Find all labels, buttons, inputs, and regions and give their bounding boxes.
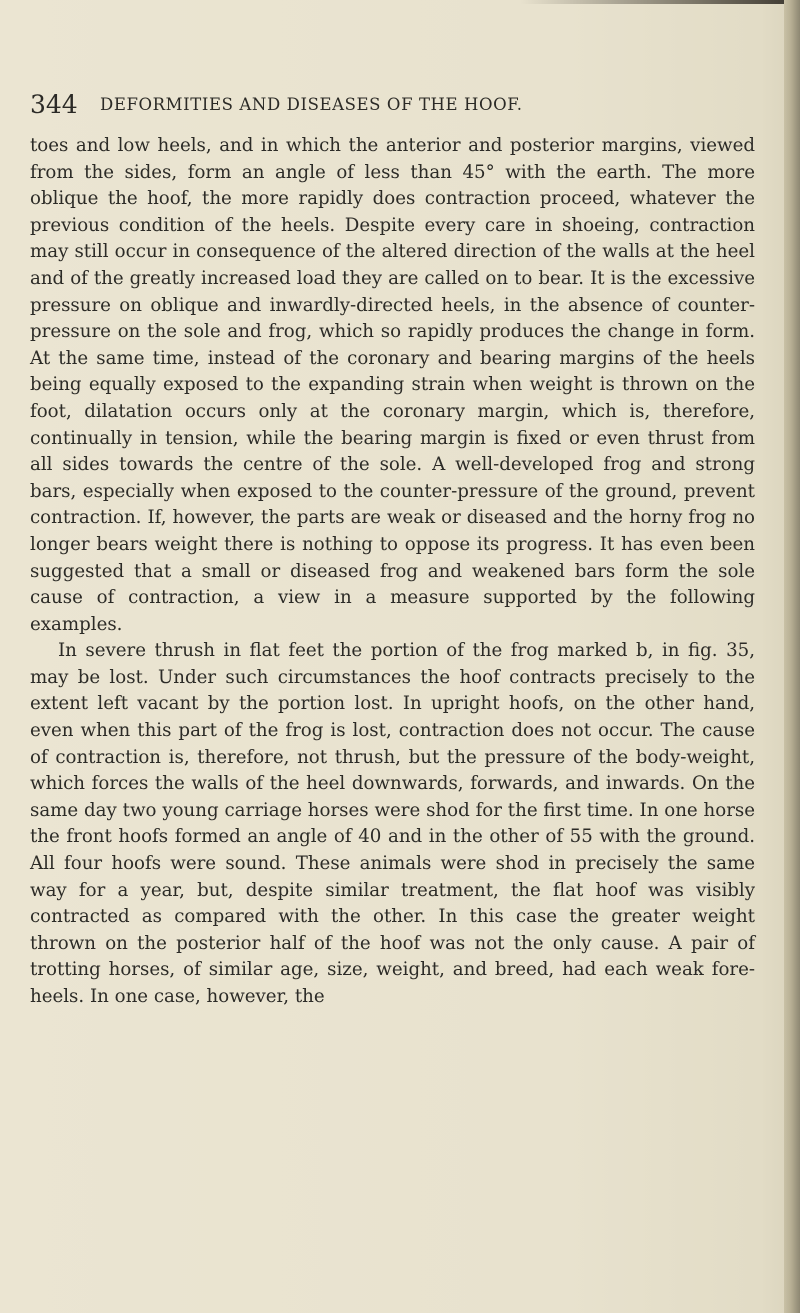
- page-right-edge-shadow: [784, 0, 800, 1313]
- page-header: [30, 88, 770, 124]
- body-text: [30, 133, 755, 1011]
- paragraph-1: toes and low heels, and in which the anterior and posterior margins, viewed from the sides, form an angle of less than 45° with the earth. The more oblique the hoof, the more rapidly does contraction proceed, whatever the previous condition of the heels. Despite every care in shoeing, contraction may still occur in consequence of the altered direction of the walls at the heel and of the greatly increased load they are called on to bear. It is the excessive pressure on oblique and inwardly-directed heels, in the absence of counter-pressure on the sole and frog, which so rapidly produces the change in form. At the same time, instead of the coronary and bearing margins of the heels being equally exposed to the expanding strain when weight is thrown on the foot, dilatation occurs only at the coronary margin, which is, therefore, continually in tension, while the bearing margin is fixed or even thrust from all sides towards the centre of the sole. A well-developed frog and strong bars, especially when exposed to the counter-pressure of the ground, prevent contraction. If, however, the parts are weak or diseased and the horny frog no longer bears weight there is nothing to oppose its progress. It has even been suggested that a small or diseased frog and weakened bars form the sole cause of contraction, a view in a measure supported by the following examples.: [30, 135, 755, 635]
- page-top-shadow: [520, 0, 800, 4]
- running-title: DEFORMITIES AND DISEASES OF THE HOOF.: [100, 95, 523, 114]
- page-number: 344: [30, 90, 78, 119]
- paragraph-2: In severe thrush in flat feet the portion of the frog marked b, in fig. 35, may be lost. Under such circumstances the hoof contracts precisely to the extent left vacant by the portion lost. In upright hoofs, on the other hand, even when this part of the frog is lost, contraction does not occur. The cause of contraction is, therefore, not thrush, but the pressure of the body-weight, which forces the walls of the heel downwards, forwards, and inwards. On the same day two young carriage horses were shod for the first time. In one horse the front hoofs formed an angle of 40 and in the other of 55 with the ground. All four hoofs were sound. These animals were shod in precisely the same way for a year, but, despite similar treatment, the flat hoof was visibly contracted as compared with the other. In this case the greater weight thrown on the posterior half of the hoof was not the only cause. A pair of trotting horses, of similar age, size, weight, and breed, had each weak fore-heels. In one case, however, the: [30, 640, 755, 1007]
